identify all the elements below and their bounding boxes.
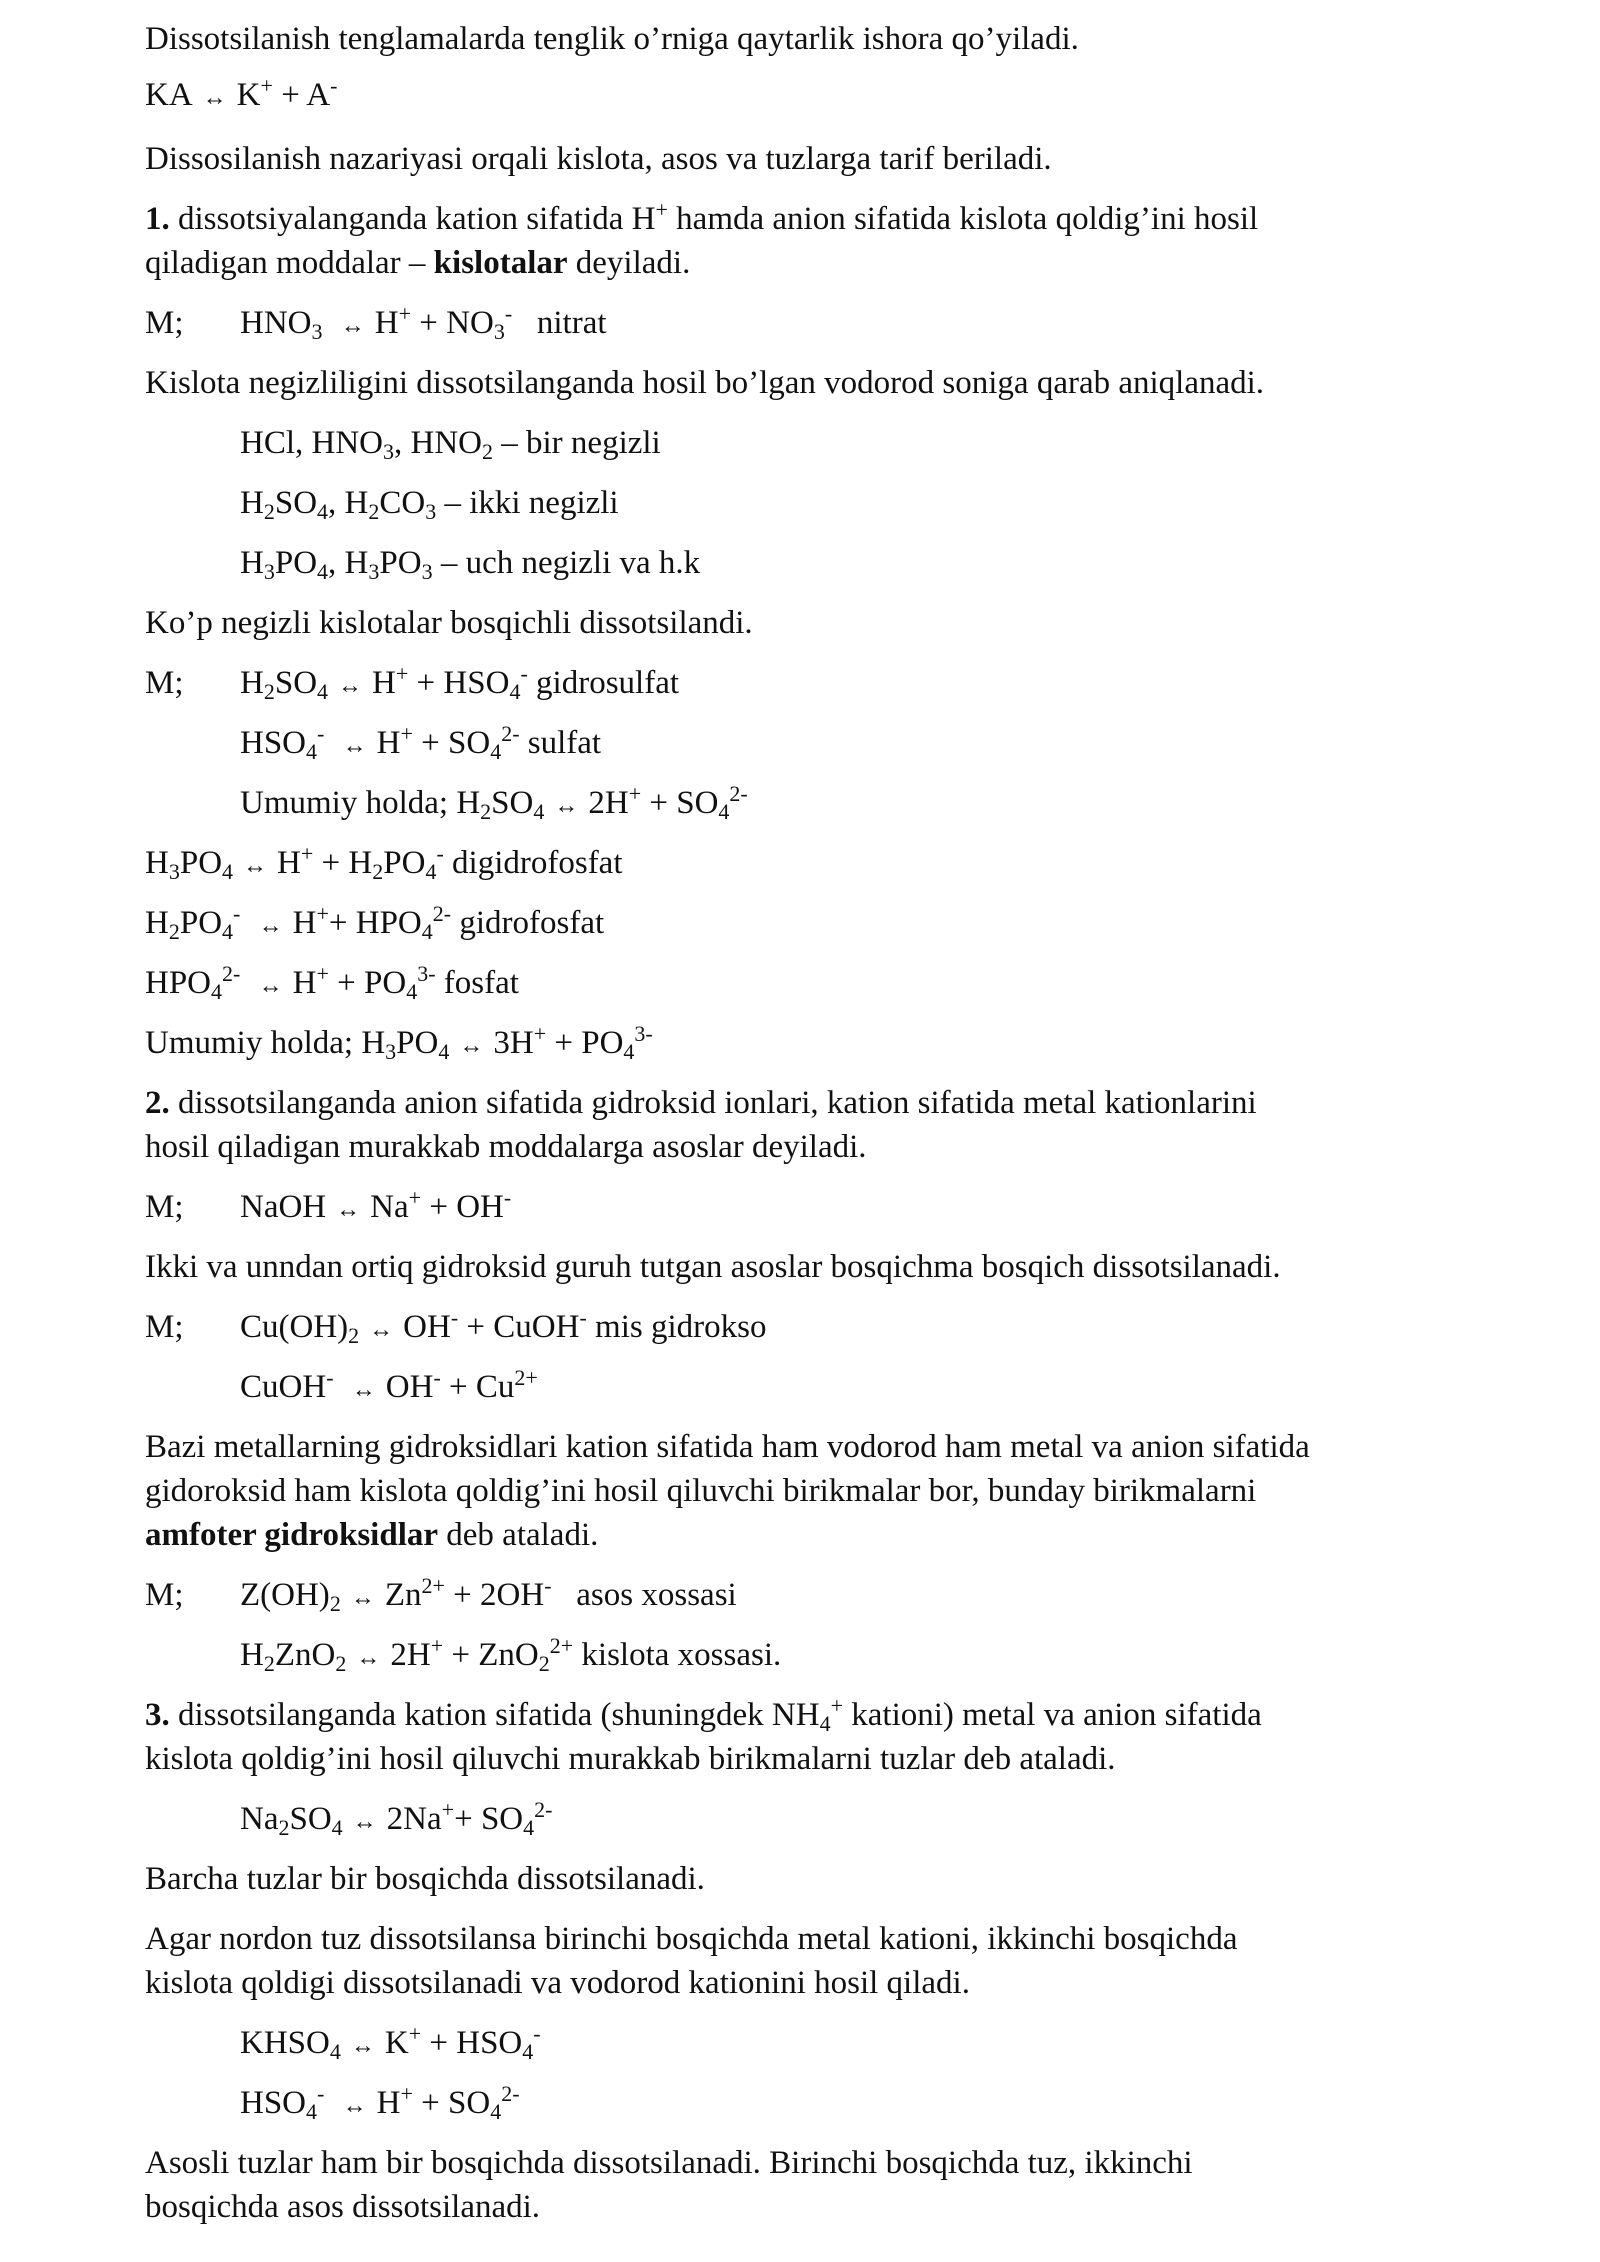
- equation-line: M; $HNO_3$ ↔ $H^+ + NO_3^-$ nitrat: [145, 300, 607, 345]
- text-line: bosqichda asos dissotsilanadi.: [145, 2189, 541, 2225]
- text-line: Asosli tuzlar ham bir bosqichda dissotsilanadi. Birinchi bosqichda tuz, ikkinchi: [145, 2145, 1193, 2181]
- equation-line: $HSO_4^-$ ↔ $H^+ + SO_4^{2-}$: [240, 2080, 520, 2125]
- equation-line: $HPO_4^{2-}$ ↔ $H^+ + PO_4^{3-}$ fosfat: [145, 960, 519, 1005]
- equation-line: $KHSO_4$ ↔ $K^+ + HSO_4^-$: [240, 2020, 541, 2065]
- definition-line: 3. dissotsilanganda kation sifatida (shuningdek $NH_4^+$ kationi) metal va anion sifatida: [145, 1692, 1262, 1737]
- text-line: Ikki va unndan ortiq gidroksid guruh tutgan asoslar bosqichma bosqich dissotsilanadi.: [145, 1249, 1281, 1285]
- equation-line: HCl, $HNO_3$, $HNO_2$ – bir negizli: [240, 425, 661, 465]
- equation-line: $H_2ZnO_2$ ↔ 2H+ + ZnO$_2^{2+}$ kislota xossasi.: [240, 1632, 782, 1677]
- definition-line: amfoter gidroksidlar deb ataladi.: [145, 1517, 599, 1553]
- text-line: Barcha tuzlar bir bosqichda dissotsilanadi.: [145, 1861, 705, 1897]
- definition-line: 2. dissotsilanganda anion sifatida gidroksid ionlari, kation sifatida metal kationlarini: [145, 1085, 1257, 1121]
- text-line: kislota qoldigi dissotsilanadi va vodorod kationini hosil qiladi.: [145, 1965, 970, 2001]
- equation-line: $H_2SO_4$, $H_2CO_3$ – ikki negizli: [240, 485, 619, 525]
- equation-line: $HSO_4^-$ ↔ $H^+ + SO_4^{2-}$ sulfat: [240, 720, 602, 765]
- text-line: Dissosilanish nazariyasi orqali kislota, asos va tuzlarga tarif beriladi.: [145, 141, 1052, 177]
- text-line: Kislota negizliligini dissotsilanganda hosil bo’lgan vodorod soniga qarab aniqlanadi.: [145, 365, 1265, 401]
- text-line: Ko’p negizli kislotalar bosqichli dissotsilandi.: [145, 605, 753, 641]
- text-line: Dissotsilanish tenglamalarda tenglik o’rniga qaytarlik ishora qo’yiladi.: [145, 21, 1079, 57]
- definition-line: hosil qiladigan murakkab moddalarga asoslar deyiladi.: [145, 1129, 867, 1165]
- equation-line: KA ↔ K+ + A-: [145, 72, 338, 113]
- equation-line: $Na_2SO_4$ ↔ $2Na^++ SO_4^{2-}$: [240, 1796, 553, 1841]
- equation-line: $H_3PO_4$, $H_3PO_3$ – uch negizli va h.k: [240, 545, 701, 585]
- equation-line: CuOH- ↔ $OH^- + Cu^{2+}$: [240, 1364, 538, 1405]
- equation-line: Umumiy holda; $H_2SO_4$ ↔ $2H^+ + SO_4^{2-}$: [240, 780, 748, 825]
- definition-line: kislota qoldig’ini hosil qiluvchi murakkab birikmalarni tuzlar deb ataladi.: [145, 1741, 1116, 1777]
- text-line: gidoroksid ham kislota qoldig’ini hosil qiluvchi birikmalar bor, bunday birikmalarni: [145, 1473, 1257, 1509]
- equation-line: $H_2PO_4^-$ ↔ $H^++ HPO_4^{2-}$ gidrofosfat: [145, 900, 605, 945]
- text-line: Bazi metallarning gidroksidlari kation sifatida ham vodorod ham metal va anion sifatida: [145, 1429, 1310, 1465]
- text-line: Agar nordon tuz dissotsilansa birinchi bosqichda metal kationi, ikkinchi bosqichda: [145, 1921, 1238, 1957]
- equation-line: $H_3PO_4$ ↔ $H^+ + H_2PO_4^-$ digidrofosfat: [145, 840, 623, 885]
- equation-line: Umumiy holda; $H_3PO_4$ ↔ $3H^+ + PO_4^{3-}$: [145, 1020, 653, 1065]
- definition-line: 1. dissotsiyalanganda kation sifatida H+ hamda anion sifatida kislota qoldig’ini hosil: [145, 196, 1259, 237]
- equation-line: M; $Cu(OH)_2$ ↔ OH- + CuOH- mis gidrokso: [145, 1304, 767, 1349]
- equation-line: M; $Z(OH)_2$ ↔ $Zn^{2+} + 2OH^-$ asos xossasi: [145, 1572, 737, 1617]
- equation-line: M; NaOH ↔ Na+ + OH-: [145, 1184, 512, 1225]
- equation-line: M; $H_2SO_4$ ↔ $H^+ + HSO_4^-$ gidrosulfat: [145, 660, 680, 705]
- definition-line: qiladigan moddalar – kislotalar deyiladi.: [145, 245, 691, 281]
